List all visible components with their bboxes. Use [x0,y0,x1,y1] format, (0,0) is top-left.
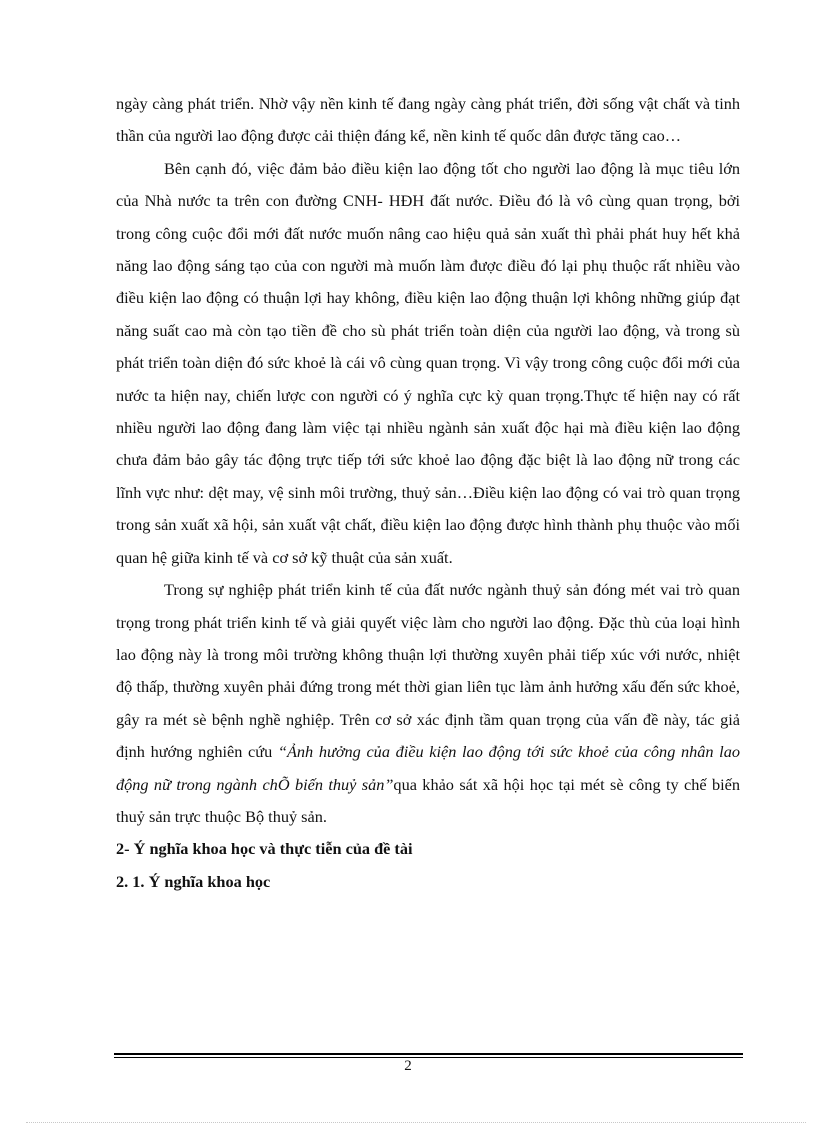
paragraph-working-conditions: Bên cạnh đó, việc đảm bảo điều kiện lao động tốt cho người lao động là mục tiêu lớn của Nhà nước ta trên con đường CNH- HĐH đất nước. Điều đó là vô cùng quan trọng, bởi trong công cuộc đổi mới đất nước muốn nâng cao hiệu quả sản xuất thì phải phát huy hết khả năng lao động sáng tạo của con người mà muốn làm được điều đó lại phụ thuộc rất nhiều vào điều kiện lao động có thuận lợi hay không, điều kiện lao động thuận lợi không những giúp đạt năng suất cao mà còn tạo tiền đề cho sù phát triển toàn diện của người lao động, và trong sù phát triển toàn diện đó sức khoẻ là cái vô cùng quan trọng. Vì vậy trong công cuộc đổi mới của nước ta hiện nay, chiến lược con người có ý nghĩa cực kỳ quan trọng.Thực tế hiện nay có rất nhiều người lao động đang làm việc tại nhiều ngành sản xuất độc hại mà điều kiện lao động chưa đảm bảo gây tác động trực tiếp tới sức khoẻ lao động đặc biệt là lao động nữ trong các lĩnh vực như: dệt may, vệ sinh môi trường, thuỷ sản…Điều kiện lao động có vai trò quan trọng trong sản xuất xã hội, sản xuất vật chất, điều kiện lao động được hình thành phụ thuộc vào mối quan hệ giữa kinh tế và cơ sở kỹ thuật của sản xuất. [116,158,740,567]
paragraph-intro: ngày càng phát triển. Nhờ vậy nền kinh tế đang ngày càng phát triển, đời sống vật chất và tinh thần của người lao động được cải thiện đáng kể, nền kinh tế quốc dân được tăng cao… [116,94,740,146]
footer-rule-thick [114,1053,743,1055]
page-number: 2 [404,1058,412,1074]
paragraph-fisheries-tail: qua khảo sát xã hội học tại mét sè công ty chế biến thuỷ sản trực thuộc Bộ thuỷ sản. [116,774,740,826]
section-heading-2-1: 2. 1. Ý nghĩa khoa học [116,871,271,891]
paragraph-fisheries-text: Trong sự nghiệp phát triển kinh tế của đất nước ngành thuỷ sản đóng mét vai trò quan trọng trong phát triển kinh tế và giải quyết việc làm cho người lao động. Đặc thù của loại hình lao động này là trong môi trường không thuận lợi thường xuyên phải tiếp xúc với nước, nhiệt độ thấp, thường xuyên phải đứng trong mét thời gian liên tục làm ảnh hưởng xấu đến sức khoẻ, gây ra mét sè bệnh nghề nghiệp. Trên cơ sở xác định tầm quan trọng của vấn đề này, tác giả định hướng nghiên cứu [116,580,740,762]
section-heading-2: 2- Ý nghĩa khoa học và thực tiễn của đề tài [116,839,413,859]
document-body [116,88,740,898]
paragraph-fisheries [116,574,740,833]
research-title: “Ảnh hưởng của điều kiện lao động tới sức khoẻ của công nhân lao động nữ trong ngành chÕ biến thuỷ sản” [116,742,740,794]
